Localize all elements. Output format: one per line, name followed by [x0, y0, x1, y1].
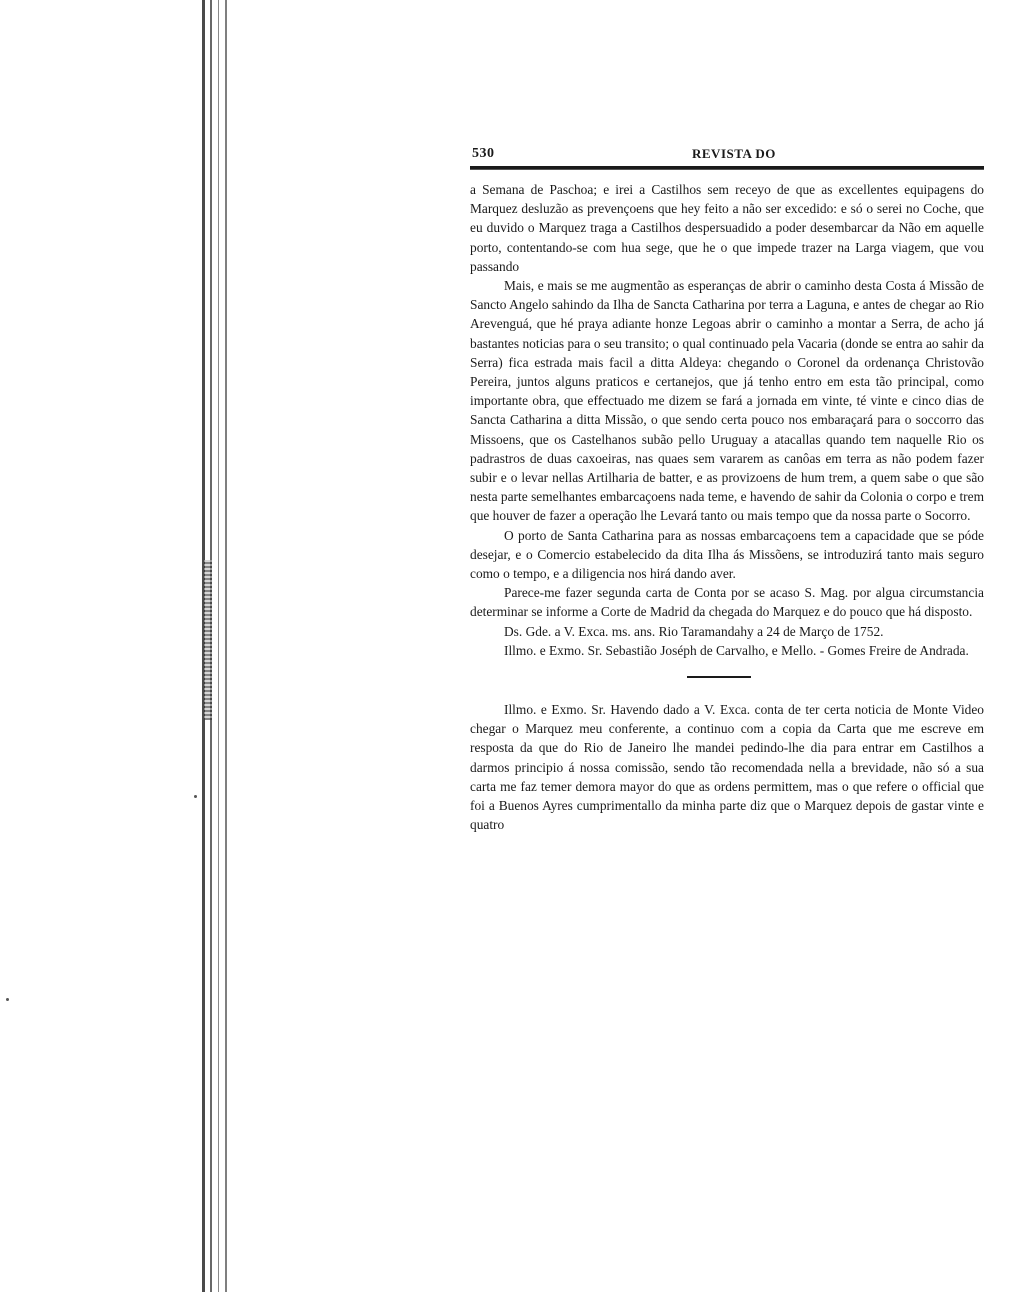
paragraph: Ds. Gde. a V. Exca. ms. ans. Rio Taramandahy a 24 de Março de 1752.: [504, 623, 884, 639]
running-head: REVISTA DO: [692, 146, 776, 161]
body-text: [470, 180, 984, 835]
paragraph: Illmo. e Exmo. Sr. Sebastião Joséph de Carvalho, e Mello. - Gomes Freire de Andrada.: [504, 642, 969, 658]
speck: [194, 795, 197, 798]
book-binding-edge: [198, 0, 234, 1292]
paragraph: O porto de Santa Catharina para as nossas embarcaçoens tem a capacidade que se póde desejar, e o Comercio estabelecido da dita Ilha ás Missõens, se introduzirá tanto mais seguro como o tempo, e a diligencia nos hirá dando aver.: [470, 527, 984, 582]
section-separator: [687, 676, 751, 678]
paragraph: a Semana de Paschoa; e irei a Castilhos sem receyo de que as excellentes equipagens do Marquez desluzão as prevençoens que hey feito a não ser excedido: e só o serei no Coche, que eu duvido o Marquez traga a Castilhos despersuadido a poder desembarcar da Não em aquelle porto, contentando-se com hua sege, que he o que impede trazer na Larga viagem, que vou passando: [470, 182, 984, 274]
header-rule: [470, 166, 984, 170]
page-number: 530: [472, 146, 495, 161]
page-header: [470, 140, 990, 164]
speck: [6, 998, 9, 1001]
paragraph: Parece-me fazer segunda carta de Conta por se acaso S. Mag. por algua circumstancia determinar se informe a Corte de Madrid da chegada do Marquez e do pouco que há disposto.: [470, 585, 984, 620]
paragraph: Mais, e mais se me augmentão as esperanças de abrir o caminho desta Costa á Missão de Sancto Angelo sahindo da Ilha de Sancta Catharina por terra a Laguna, e antes de chegar ao Rio Arevenguá, que hé praya adiante honze Legoas abrir o caminho a montar a Serra, de acho já bastantes noticias para o seu transito; o qual continuado pela Vacaria (donde se entra ao sahir da Serra) fica estrada mais facil a ditta Aldeya: chegando o Coronel da ordenança Christovão Pereira, juntos alguns praticos e certanejos, que já tenho entro em esta tão principal, como importante obra, que effectuado me dizem se fará a jornada em vinte, té vinte e cinco dias de Sancta Catharina a ditta Missão, o que sendo certa pouco nos embaraçará para o soccorro das Missoens, que os Castelhanos subão pello Uruguay a atacallas quando tem naquelle Rio os padrastros de duas caxoeiras, nas quaes sem vararem as canôas em terra as não podem fazer subir e o levar nellas Artilharia de batter, e as provizoens de hum trem, a quem sabe o que são nesta parte semelhantes embarcaçoens nada teme, e havendo de sahir da Colonia o corpo e trem que houver de fazer a operação lhe Levará tanto ou mais tempo que da nossa parte o Socorro.: [470, 278, 984, 524]
book-page: [470, 140, 990, 835]
paragraph: Illmo. e Exmo. Sr. Havendo dado a V. Exca. conta de ter certa noticia de Monte Video chegar o Marquez meu conferente, a continuo com a copia da Carta que me escreve em resposta da que do Rio de Janeiro lhe mandei pedindo-lhe dia para entrar em Castilhos a darmos principio á nossa comissão, sendo tão recomendada nella a brevidade, não só a sua carta me faz temer demora mayor do que as ordens permittem, mas o que refere o official que foi a Buenos Ayres cumprimentallo da minha parte diz que o Marquez depois de gastar vinte e quatro: [470, 702, 984, 833]
